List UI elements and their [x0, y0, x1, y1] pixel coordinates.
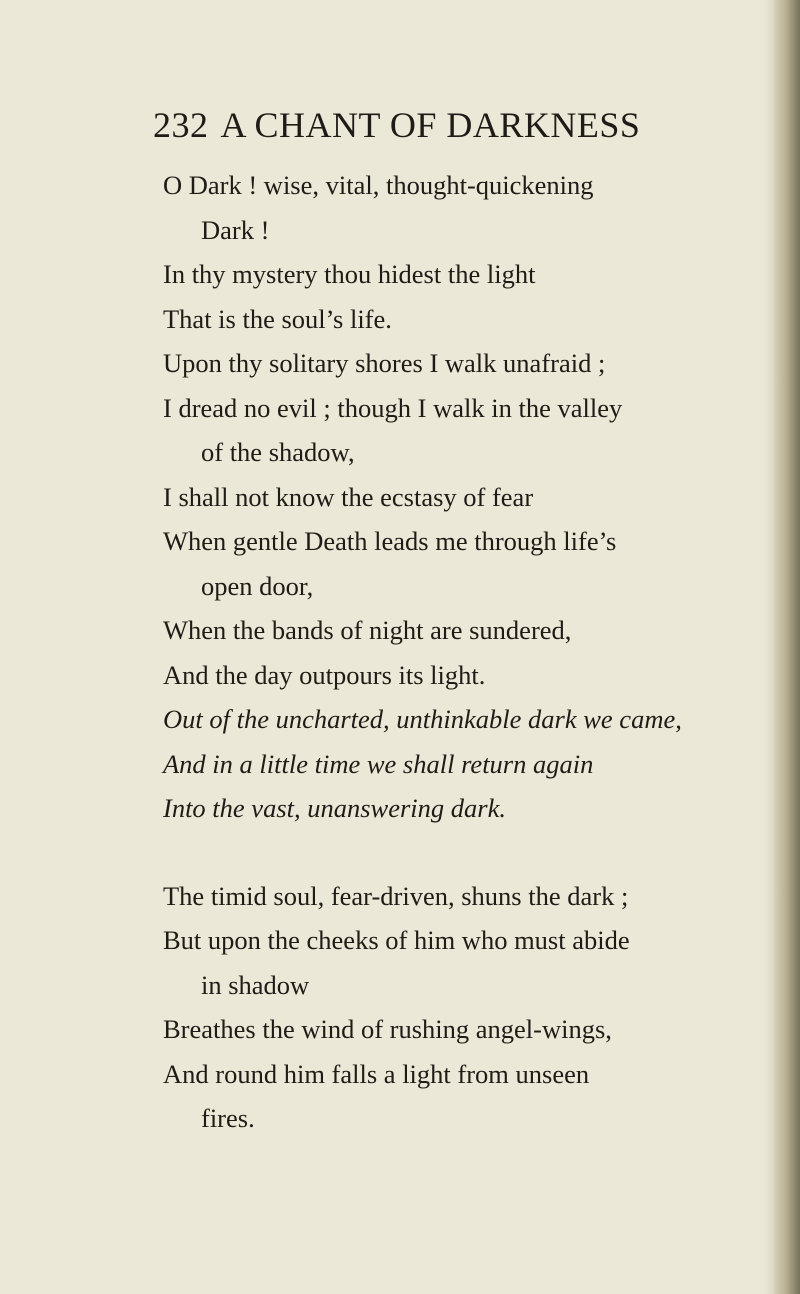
poem-line: But upon the cheeks of him who must abide: [163, 925, 630, 955]
page-edge: [774, 0, 800, 1294]
running-title: A CHANT OF DARKNESS: [220, 105, 641, 145]
poem-line: Out of the uncharted, unthinkable dark we came,: [163, 704, 682, 734]
poem-line: In thy mystery thou hidest the light: [163, 259, 536, 289]
stanza-gap: [163, 831, 763, 874]
poem-line: Dark !: [201, 214, 270, 245]
poem-line: Into the vast, unanswering dark.: [163, 793, 506, 823]
poem-line: open door,: [201, 570, 314, 601]
poem-line: Upon thy solitary shores I walk unafraid ;: [163, 348, 606, 378]
page-edge-shadow: [764, 0, 774, 1294]
stanza: [163, 163, 763, 831]
poem-body: [163, 163, 763, 1141]
page-number: 232: [153, 105, 209, 145]
stanza: [163, 874, 763, 1141]
poem-line: I shall not know the ecstasy of fear: [163, 481, 534, 512]
poem-line: That is the soul’s life.: [163, 303, 392, 334]
poem-line: I dread no evil ; though I walk in the valley: [163, 392, 623, 423]
poem-line: When the bands of night are sundered,: [163, 615, 572, 645]
running-header: [153, 104, 640, 146]
poem-line: O Dark ! wise, vital, thought-quickening: [163, 170, 594, 200]
poem-line: The timid soul, fear-driven, shuns the dark ;: [163, 880, 629, 911]
poem-line: of the shadow,: [201, 437, 355, 467]
poem-line: And the day outpours its light.: [163, 659, 486, 690]
poem-line: And round him falls a light from unseen: [163, 1058, 590, 1089]
poem-line: fires.: [201, 1103, 255, 1133]
poem-line: Breathes the wind of rushing angel-wings,: [163, 1014, 612, 1044]
poem-line: in shadow: [201, 969, 310, 1000]
poem-line: When gentle Death leads me through life’s: [163, 526, 617, 556]
poem-line: And in a little time we shall return again: [163, 748, 594, 779]
